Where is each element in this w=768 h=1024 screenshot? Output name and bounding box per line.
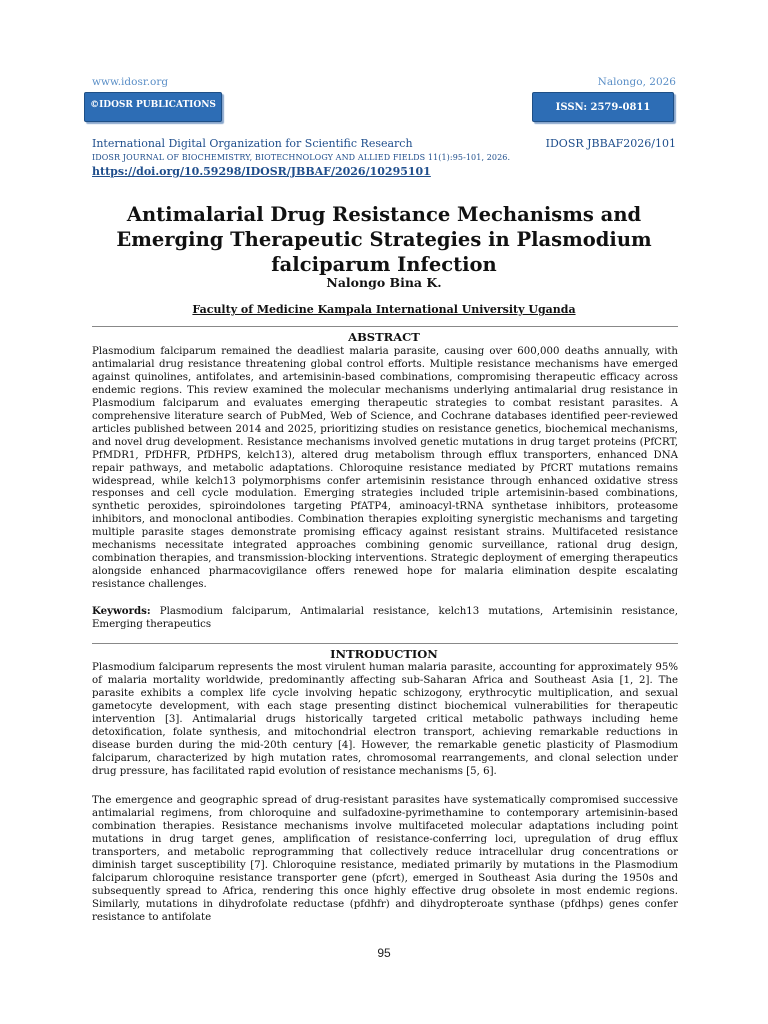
abstract-top-divider [92,326,678,327]
author-name: Nalongo Bina K. [326,275,442,290]
introduction-heading: INTRODUCTION [330,647,438,661]
article-title: Antimalarial Drug Resistance Mechanisms and Emerging Therapeutic Strategies in Plasmodium falciparum Infection [116,203,652,276]
page-number: 95 [377,946,391,960]
organization-name: International Digital Organization for Scientific Research [92,137,413,150]
header-author-year: Nalongo, 2026 [597,76,676,88]
introduction-paragraph: The emergence and geographic spread of drug-resistant parasites have systematically compromised successive antimalarial regimens, from chloroquine and sulfadoxine-pyrimethamine to contemporary artemisinin-based combination therapies. Resistance mechanisms involve multifaceted molecular adaptations including point mutations in drug target genes, amplification of resistance-conferring loci, upregulation of drug efflux transporters, and metabolic reprogramming that collectively reduce intracellular drug concentrations or diminish target susceptibility [7]. Chloroquine resistance, mediated primarily by mutations in the Plasmodium falciparum chloroquine resistance transporter gene (pfcrt), emerged in Southeast Asia during the 1950s and subsequently spread to Africa, rendering this once highly effective drug obsolete in most endemic regions. Similarly, mutations in dihydrofolate reductase (pfdhfr) and dihydropteroate synthase (pfdhps) genes confer resistance to antifolate [92,795,678,923]
keywords-list: Plasmodium falciparum, Antimalarial resistance, kelch13 mutations, Artemisinin resistance, Emerging therapeutics [92,606,678,630]
introduction-paragraph: Plasmodium falciparum represents the most virulent human malaria parasite, accounting for approximately 95% of malaria mortality worldwide, predominantly affecting sub-Saharan Africa and Southeast Asia [1, 2]. The parasite exhibits a complex life cycle involving hepatic schizogony, erythrocytic multiplication, and sexual gametocyte development, with each stage presenting distinct biochemical vulnerabilities for therapeutic intervention [3]. Antimalarial drugs historically targeted critical metabolic pathways including heme detoxification, folate synthesis, and mitochondrial electron transport, achieving remarkable reductions in disease burden during the mid-20th century [4]. However, the remarkable genetic plasticity of Plasmodium falciparum, characterized by high mutation rates, chromosomal rearrangements, and clonal selection under drug pressure, has facilitated rapid evolution of resistance mechanisms [5, 6]. [92,662,678,777]
issn-badge-label: ISSN: 2579-0811 [555,101,651,113]
doi-link[interactable]: https://doi.org/10.59298/IDOSR/JBBAF/2026/10295101 [92,165,431,178]
publisher-badge [84,92,222,122]
publisher-badge-label: ©IDOSR PUBLICATIONS [90,100,216,110]
introduction-top-divider [92,643,678,644]
journal-code: IDOSR JBBAF2026/101 [545,137,676,150]
abstract-heading: ABSTRACT [348,330,420,344]
keywords-line [92,605,678,632]
journal-citation-line: IDOSR JOURNAL OF BIOCHEMISTRY, BIOTECHNOLOGY AND ALLIED FIELDS 11(1):95-101, 2026. [92,153,511,162]
author-affiliation: Faculty of Medicine Kampala International University Uganda [192,303,576,316]
abstract-text: Plasmodium falciparum remained the deadliest malaria parasite, causing over 600,000 deaths annually, with antimalarial drug resistance threatening global control efforts. Multiple resistance mechanisms have emerged against quinolines, antifolates, and artemisinin-based combinations, compromising therapeutic efficacy across endemic regions. This review examined the molecular mechanisms underlying antimalarial drug resistance in Plasmodium falciparum and evaluates emerging therapeutic strategies to combat resistant parasites. A comprehensive literature search of PubMed, Web of Science, and Cochrane databases identified peer-reviewed articles published between 2014 and 2025, prioritizing studies on resistance genetics, biochemical mechanisms, and novel drug development. Resistance mechanisms involved genetic mutations in drug target proteins (PfCRT, PfMDR1, PfDHFR, PfDHPS, kelch13), altered drug metabolism through efflux transporters, enhanced DNA repair pathways, and metabolic adaptations. Chloroquine resistance mediated by PfCRT mutations remains widespread, while kelch13 polymorphisms confer artemisinin resistance through enhanced oxidative stress responses and cell cycle modulation. Emerging strategies included triple artemisinin-based combinations, synthetic peroxides, spiroindolones targeting PfATP4, aminoacyl-tRNA synthetase inhibitors, proteasome inhibitors, and monoclonal antibodies. Combination therapies exploiting synergistic mechanisms and targeting multiple parasite stages demonstrate promising efficacy against resistant strains. Multifaceted resistance mechanisms necessitate integrated approaches combining genomic surveillance, rational drug design, combination therapies, and transmission-blocking interventions. Strategic deployment of emerging therapeutics alongside enhanced pharmacovigilance offers renewed hope for malaria elimination despite escalating resistance challenges. [92,346,678,591]
issn-badge [532,92,674,122]
keywords-label: Keywords: [92,605,151,617]
journal-website-url[interactable]: www.idosr.org [92,76,169,88]
